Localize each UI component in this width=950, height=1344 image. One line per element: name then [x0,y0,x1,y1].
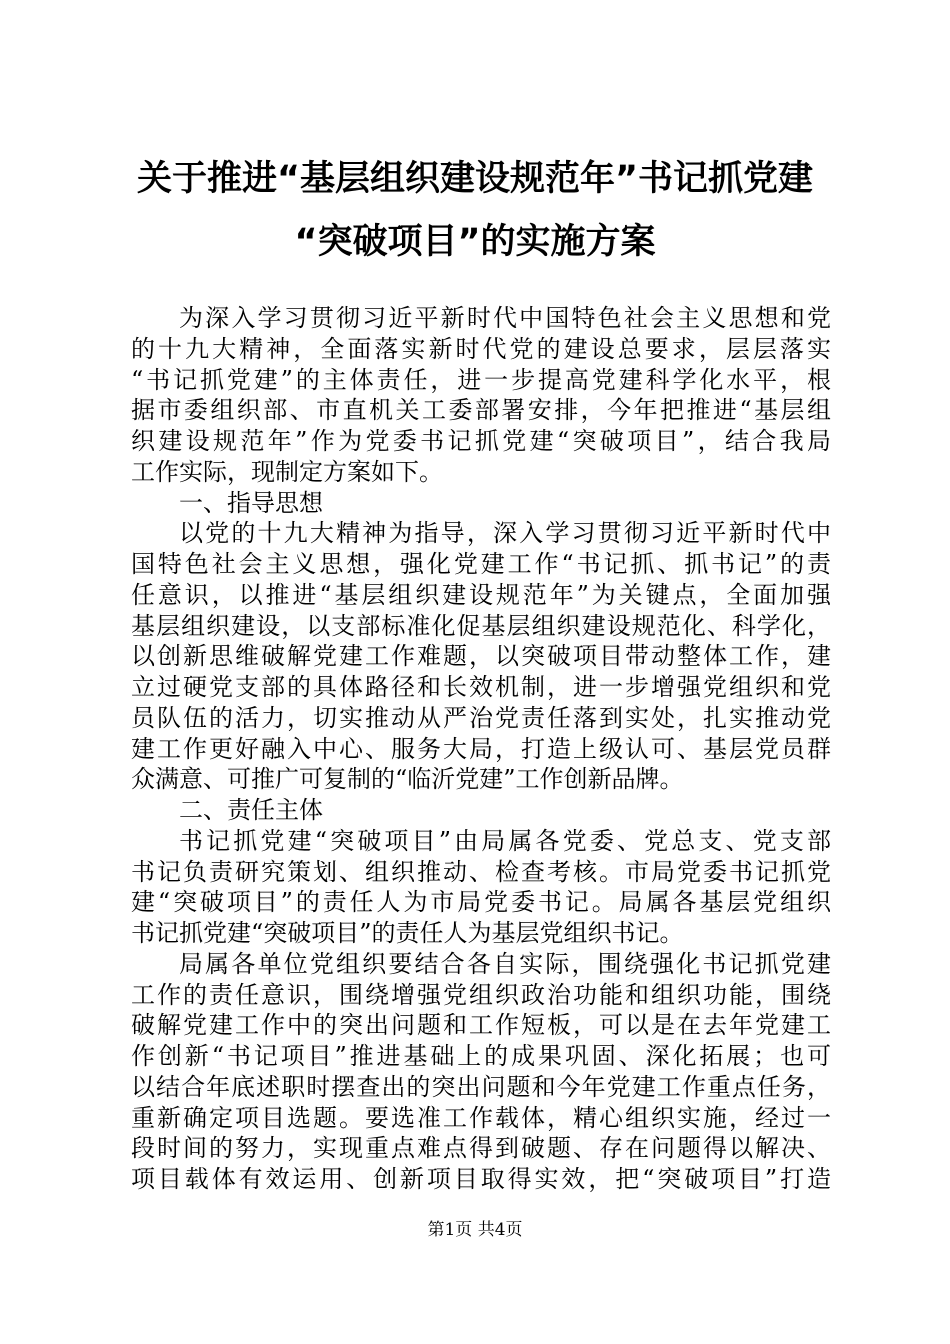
body-line: “书记抓党建”的主体责任，进一步提高党建科学化水平，根 [131,365,831,394]
page-number-footer: 第1页 共4页 [427,1220,523,1240]
body-line: 立过硬党支部的具体路径和长效机制，进一步增强党组织和党 [131,673,831,701]
body-line: 织建设规范年”作为党委书记抓党建“突破项目”，结合我局 [131,427,831,455]
body-line: 段时间的努力，实现重点难点得到破题、存在问题得以解决、 [131,1134,831,1163]
body-line: 作创新“书记项目”推进基础上的成果巩固、深化拓展；也可 [131,1042,831,1070]
body-line: 局属各单位党组织要结合各自实际，围绕强化书记抓党建 [179,949,831,978]
body-line: 项目载体有效运用、创新项目取得实效，把“突破项目”打造 [131,1165,831,1193]
body-line: 据市委组织部、市直机关工委部署安排，今年把推进“基层组 [131,396,831,425]
body-line: 员队伍的活力，切实推动从严治党责任落到实处，扎实推动党 [131,703,831,732]
body-line: 众满意、可推广可复制的“临沂党建”工作创新品牌。 [131,765,684,794]
body-line: 书记负责研究策划、组织推动、检查考核。市局党委书记抓党 [131,857,831,886]
body-line: 工作的责任意识，围绕增强党组织政治功能和组织功能，围绕 [131,980,831,1009]
body-line: 为深入学习贯彻习近平新时代中国特色社会主义思想和党 [179,304,831,332]
body-line: 书记抓党建“突破项目”由局属各党委、党总支、党支部 [179,826,831,855]
body-line: 书记抓党建“突破项目”的责任人为基层党组织书记。 [131,919,684,947]
body-line: 建工作更好融入中心、服务大局，打造上级认可、基层党员群 [131,734,831,763]
document-title-line-2: “突破项目”的实施方案 [294,222,656,262]
body-line: 以党的十九大精神为指导，深入学习贯彻习近平新时代中 [179,519,831,548]
body-line: 重新确定项目选题。要选准工作载体，精心组织实施，经过一 [131,1103,831,1132]
body-line: 以结合年底述职时摆查出的突出问题和今年党建工作重点任务， [131,1072,831,1101]
body-line: 国特色社会主义思想，强化党建工作“书记抓、抓书记”的责 [131,550,831,578]
document-body [131,303,831,1195]
body-line: 任意识，以推进“基层组织建设规范年”为关键点，全面加强 [131,580,831,609]
body-line: 工作实际，现制定方案如下。 [131,457,443,486]
document-title-line-1: 关于推进“基层组织建设规范年”书记抓党建 [136,159,813,199]
section-heading-responsible-party: 二、责任主体 [179,796,323,824]
body-line: 基层组织建设，以支部标准化促基层组织建设规范化、科学化， [131,611,831,640]
body-line: 建“突破项目”的责任人为市局党委书记。局属各基层党组织 [131,888,831,917]
body-line: 的十九大精神，全面落实新时代党的建设总要求，层层落实 [131,334,831,363]
body-line: 以创新思维破解党建工作难题，以突破项目带动整体工作，建 [131,642,831,671]
body-line: 破解党建工作中的突出问题和工作短板，可以是在去年党建工 [131,1011,831,1040]
section-heading-guiding-ideology: 一、指导思想 [179,488,323,517]
